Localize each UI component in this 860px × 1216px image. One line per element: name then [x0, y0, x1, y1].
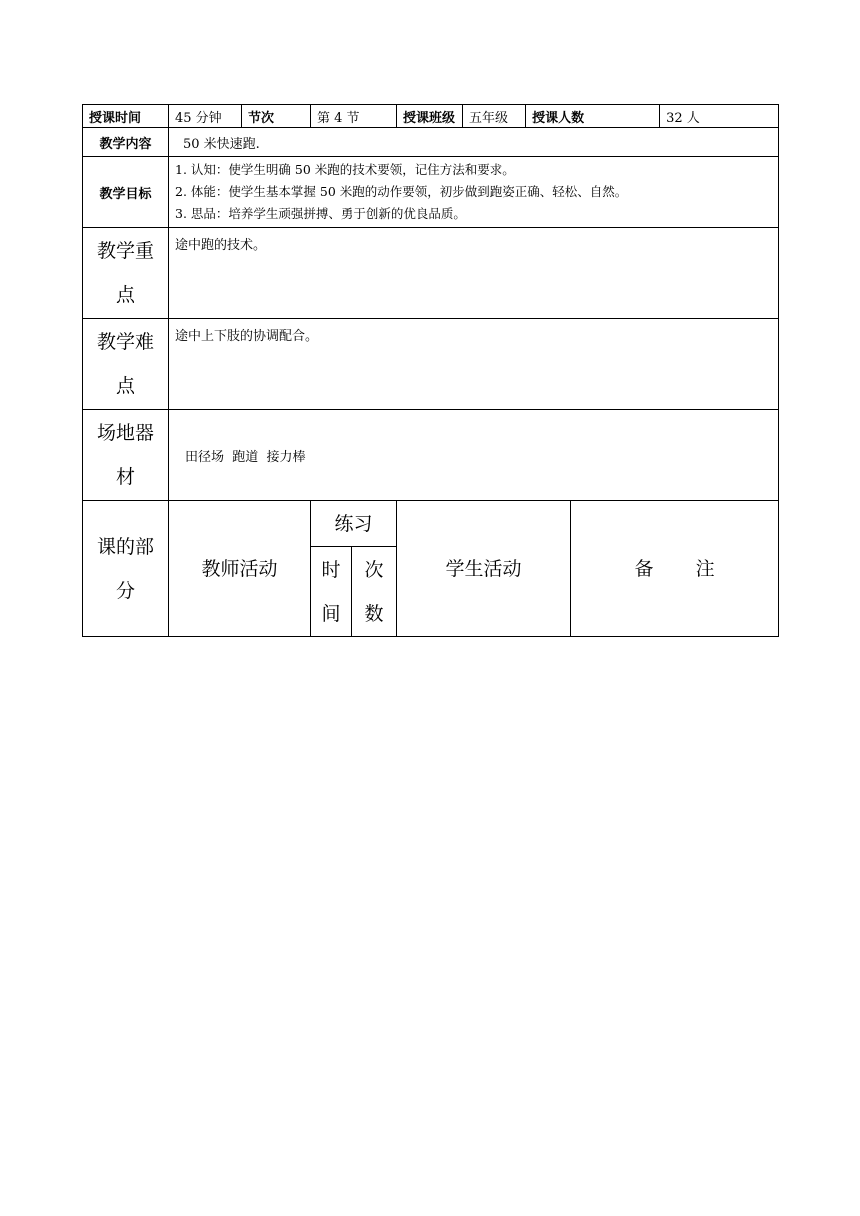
section-part-line2: 分 — [115, 579, 135, 602]
lesson-plan-table — [82, 104, 779, 637]
difficulty-label — [83, 319, 169, 410]
session-value: 第 4 节 — [311, 105, 397, 128]
key-points-label — [83, 228, 169, 319]
section-part-line1: 课的部 — [96, 535, 154, 558]
difficulty-row — [83, 319, 779, 410]
difficulty-value: 途中上下肢的协调配合。 — [169, 319, 779, 410]
header-row — [83, 105, 779, 128]
key-points-label-line1: 教学重 — [96, 240, 154, 262]
notes-header-char1: 备 — [634, 557, 654, 580]
count-label: 授课人数 — [526, 105, 660, 128]
goals-row — [83, 157, 779, 228]
venue-label — [83, 410, 169, 501]
content-row — [83, 128, 779, 157]
time-header — [311, 547, 352, 637]
reps-header-line2: 数 — [364, 602, 384, 625]
time-header-line1: 时 — [321, 558, 341, 581]
section-part-label — [83, 501, 169, 637]
reps-header-line1: 次 — [364, 558, 384, 581]
count-value: 32 人 — [660, 105, 779, 128]
section-header-row — [83, 501, 779, 547]
difficulty-label-line1: 教学难 — [96, 331, 154, 353]
reps-header — [352, 547, 397, 637]
teacher-activity-header: 教师活动 — [169, 501, 311, 637]
difficulty-label-line2: 点 — [115, 375, 135, 397]
practice-header: 练习 — [311, 501, 397, 547]
venue-row — [83, 410, 779, 501]
goal-item: 3. 思品：培养学生顽强拼搏、勇于创新的优良品质。 — [175, 206, 466, 221]
class-label: 授课班级 — [397, 105, 463, 128]
duration-label: 授课时间 — [83, 105, 169, 128]
student-activity-header: 学生活动 — [397, 501, 571, 637]
goals-label: 教学目标 — [83, 157, 169, 228]
session-label: 节次 — [242, 105, 311, 128]
duration-value: 45 分钟 — [169, 105, 242, 128]
time-header-line2: 间 — [321, 602, 341, 625]
content-label: 教学内容 — [83, 128, 169, 157]
venue-value: 田径场 跑道 接力棒 — [169, 410, 779, 501]
key-points-value: 途中跑的技术。 — [169, 228, 779, 319]
venue-label-line1: 场地器 — [96, 422, 154, 444]
content-value: 50 米快速跑. — [169, 128, 779, 157]
goals-list — [169, 157, 779, 228]
key-points-label-line2: 点 — [115, 284, 135, 306]
class-value: 五年级 — [463, 105, 526, 128]
notes-header-char2: 注 — [695, 557, 715, 580]
goal-item: 2. 体能：使学生基本掌握 50 米跑的动作要领，初步做到跑姿正确、轻松、自然。 — [175, 184, 628, 199]
notes-header — [571, 501, 779, 637]
key-points-row — [83, 228, 779, 319]
goal-item: 1. 认知：使学生明确 50 米跑的技术要领，记住方法和要求。 — [175, 162, 515, 177]
venue-label-line2: 材 — [115, 466, 135, 488]
